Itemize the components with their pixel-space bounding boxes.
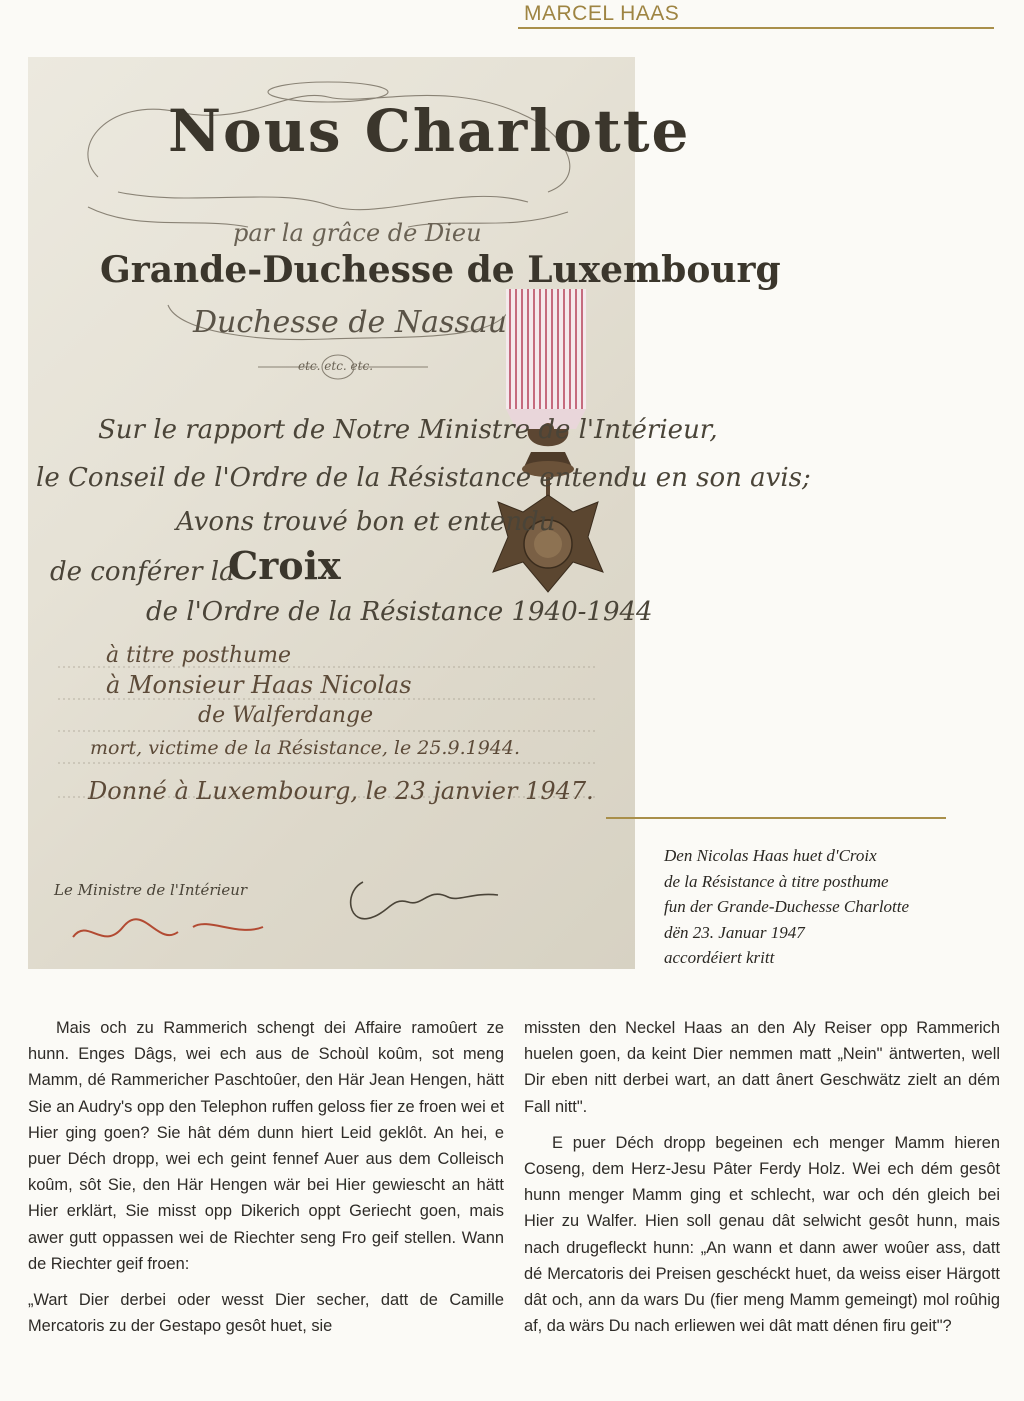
article-paragraph: missten den Neckel Haas an den Aly Reiser opp Rammerich huelen goen, da keint Dier nemmen matt „Nein" äntwerten, well Dir eben nitt derbei wart, an datt ânert Geschwätz zielt an dém Fall nitt". [524,1019,1000,1116]
handwritten-line: à Monsieur Haas Nicolas [106,671,412,699]
caption-line: dën 23. Januar 1947 [664,922,805,942]
caption-line: de la Résistance à titre posthume [664,871,889,891]
certificate-title: Nous Charlotte [168,97,691,165]
page-header-title: MARCEL HAAS [524,2,680,25]
handwritten-line: de Walferdange [198,703,374,728]
handwritten-line: mort, victime de la Résistance, le 25.9.1944. [90,737,520,759]
caption-rule [606,817,946,819]
caption-line: Den Nicolas Haas huet d'Croix [664,846,877,865]
certificate-etc: etc. etc. etc. [298,359,374,373]
certificate-line: de conférer la [50,557,235,587]
header-rule [518,27,994,29]
certificate-line: de l'Ordre de la Résistance 1940-1944 [146,597,653,627]
certificate-line: Avons trouvé bon et entendu [176,507,556,537]
article-paragraph: E puer Déch dropp begeinen ech menger Mamm hieren Coseng, dem Herz-Jesu Pâter Ferdy Holz. Wei ech dém gesôt hunn menger Mamm ging et schlecht, war och dén gleich bei Hier zu Walfer. Hien soll genau dât selwicht gesôt hunn, mais nach drugefleckt hunn: „An wann et dann awer woûer ass, datt dé Mercatoris dei Preisen geschéckt huet, da weiss eiser Härgott dât och, ann da wars Du (fier meng Mamm gemeingt) mol roûhig af, da wärs Du nach erliewen wei dât matt dénen firu geit"? [524,1133,1000,1336]
caption-line: fun der Grande-Duchesse Charlotte [664,897,910,916]
article-column-right [524,1015,1000,1339]
certificate-nassau: Duchesse de Nassau [193,305,507,340]
photo-caption [664,843,984,971]
handwritten-line: à titre posthume [106,643,292,668]
certificate-croix: Croix [228,543,341,588]
article-paragraph: Mais och zu Rammerich schengt dei Affaire ramoûert ze hunn. Enges Dâgs, wei ech aus de Schoùl koûm, sot meng Mamm, dé Rammericher Paschtoûer, den Här Jean Hengen, hätt Sie an Audry's opp den Telephon ruffen geloss fier ze froen wei et Hier ging goen? Sie hât dém dunn hiert Leid geklôt. An hei, e puer Déch dropp, wei ech geint fennef Auer aus dem Colleisch koûm, sôt Sie, den Här Hengen wär bei Hier gewiescht an hätt Hier erklärt, Sie misst opp Dikerich oppt Geriecht goen, mais awer gutt oppassen wei de Riechter seng Fro geif stellen. Wann de Riechter geif froen: [28,1019,504,1273]
handwritten-line: Donné à Luxembourg, le 23 janvier 1947. [88,777,594,805]
certificate-grace: par la grâce de Dieu [233,219,482,247]
article-paragraph: „Wart Dier derbei oder wesst Dier secher, datt de Camille Mercatoris zu der Gestapo gesôt huet, sie [28,1291,504,1336]
article-column-left [28,1015,504,1339]
certificate-line: le Conseil de l'Ordre de la Résistance entendu en son avis; [36,463,811,493]
caption-line: accordéiert kritt [664,948,775,967]
certificate-grand-duchess: Grande-Duchesse de Luxembourg [100,249,781,291]
minister-label: Le Ministre de l'Intérieur [54,881,248,899]
certificate-line: Sur le rapport de Notre Ministre de l'Intérieur, [98,415,718,445]
